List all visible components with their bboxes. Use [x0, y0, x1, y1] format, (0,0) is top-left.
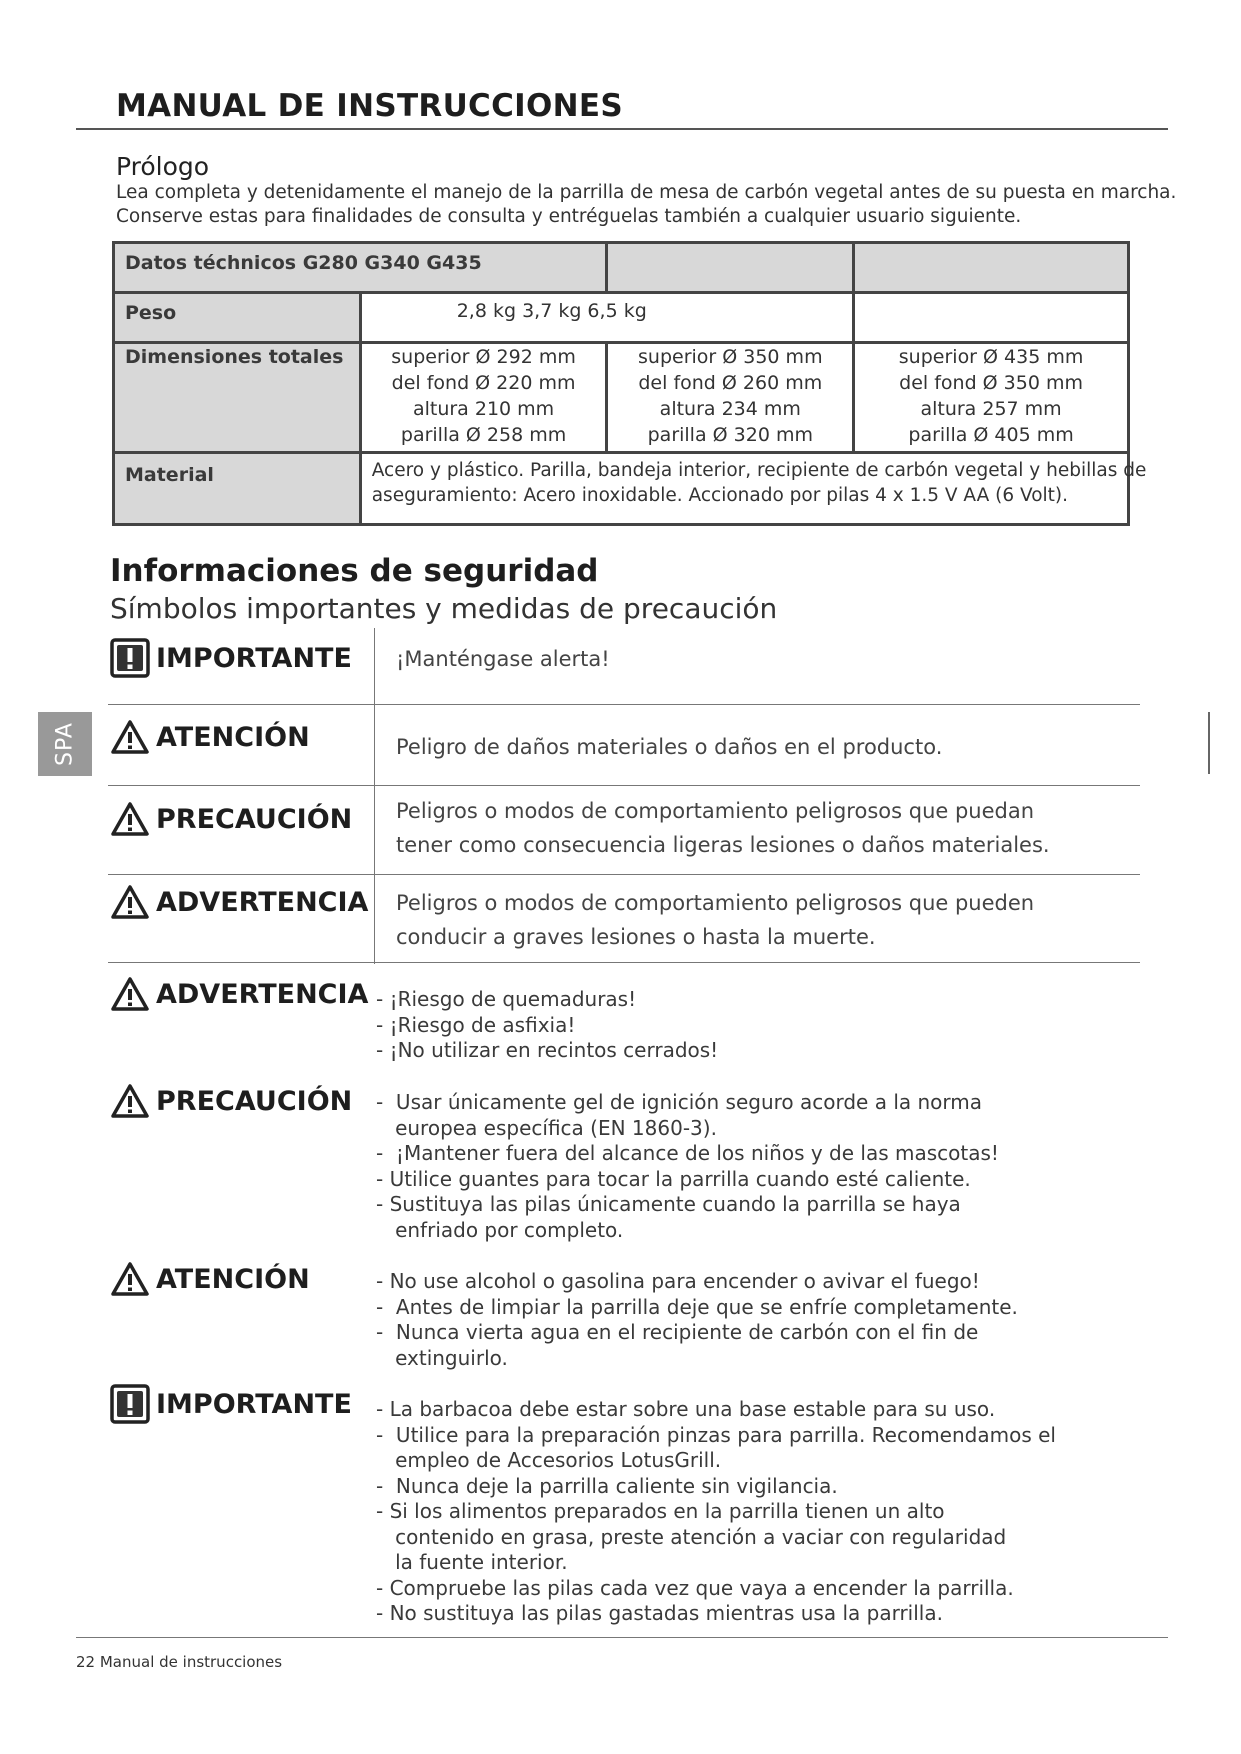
exclamation-box-icon [110, 638, 150, 678]
list-item: - Nunca deje la parrilla caliente sin vigilancia. [376, 1473, 838, 1498]
list-item: enfriado por completo. [376, 1217, 624, 1242]
list-item: - La barbacoa debe estar sobre una base estable para su uso. [376, 1397, 996, 1421]
symbol-desc: Peligro de daños materiales o daños en el producto. [396, 735, 943, 759]
warning-list [376, 1090, 999, 1243]
list-item: europea específica (EN 1860-3). [376, 1115, 717, 1140]
prologue-heading: Prólogo [116, 152, 210, 181]
warning-triangle-icon [110, 1261, 150, 1297]
margin-marker [1208, 712, 1210, 774]
warning-triangle-icon [110, 976, 150, 1012]
tech-table-header-cell [854, 243, 1129, 293]
warning-list [376, 987, 718, 1064]
list-item: - Nunca vierta agua en el recipiente de carbón con el fin de [376, 1320, 979, 1344]
weight-empty-cell [854, 293, 1129, 343]
warning-triangle-icon [110, 1083, 150, 1119]
warning-advertencia: ADVERTENCIA [110, 976, 368, 1012]
tech-table-header: Datos téchnicos G280 G340 G435 [114, 243, 607, 293]
list-item: - ¡Mantener fuera del alcance de los niños y de las mascotas! [376, 1141, 999, 1165]
list-item: - Si los alimentos preparados en la parrilla tienen un alto [376, 1499, 945, 1523]
tech-data-table [112, 241, 1147, 526]
list-item: - Sustituya las pilas únicamente cuando la parrilla se haya [376, 1192, 961, 1216]
safety-subheading: Símbolos importantes y medidas de precaución [110, 592, 778, 625]
row-divider [108, 874, 1140, 875]
title-divider [76, 128, 1168, 130]
exclamation-box-icon [110, 1384, 150, 1424]
warning-triangle-icon [110, 884, 150, 920]
list-item: - ¡Riesgo de quemaduras! [376, 987, 637, 1011]
material-value: Acero y plástico. Parilla, bandeja interior, recipiente de carbón vegetal y hebillas de aseguramiento: Acero inoxidable. Accionado por pilas 4 x 1.5 V AA (6 Volt). [360, 453, 1128, 525]
tech-table-header-cell [607, 243, 854, 293]
row-divider [108, 704, 1140, 705]
warning-triangle-icon [110, 801, 150, 837]
list-item: - Usar únicamente gel de ignición seguro acorde a la norma [376, 1090, 983, 1114]
weight-value: 2,8 kg 3,7 kg 6,5 kg [360, 293, 853, 343]
symbol-desc: Peligros o modos de comportamiento peligrosos que pueden conducir a graves lesiones o hasta la muerte. [396, 891, 1035, 949]
warning-importante: IMPORTANTE [110, 1384, 352, 1424]
list-item: - ¡No utilizar en recintos cerrados! [376, 1038, 719, 1062]
page-title: MANUAL DE INSTRUCCIONES [116, 88, 623, 124]
list-item: extinguirlo. [376, 1345, 508, 1370]
footer-divider [76, 1637, 1168, 1638]
prologue-line: Conserve estas para finalidades de consulta y entréguelas también a cualquier usuario siguiente. [116, 206, 1022, 227]
row-divider [108, 962, 1140, 963]
list-item: empleo de Accesorios LotusGrill. [376, 1448, 722, 1472]
safety-heading: Informaciones de seguridad [110, 553, 599, 589]
list-item: la fuente interior. [376, 1550, 568, 1574]
symbol-desc: Peligros o modos de comportamiento peligrosos que puedan tener como consecuencia ligeras lesiones o daños materiales. [396, 799, 1050, 857]
symbol-advertencia: ADVERTENCIA [110, 884, 368, 920]
language-tab [38, 712, 92, 776]
warning-triangle-icon [110, 719, 150, 755]
language-tab-label: SPA [52, 722, 78, 766]
dimensions-label: Dimensiones totales [114, 343, 361, 453]
symbols-column-divider [374, 628, 375, 964]
warning-atencion: ATENCIÓN [110, 1261, 310, 1297]
material-label: Material [114, 453, 361, 525]
dimensions-g340: superior Ø 350 mm del fond Ø 260 mm altura 234 mm parilla Ø 320 mm [607, 343, 854, 453]
prologue-line: Lea completa y detenidamente el manejo de la parrilla de mesa de carbón vegetal antes de su puesta en marcha. [116, 182, 1177, 203]
list-item: - No sustituya las pilas gastadas mientras usa la parrilla. [376, 1601, 943, 1625]
list-item: - No use alcohol o gasolina para encender o avivar el fuego! [376, 1269, 980, 1293]
symbol-atencion: ATENCIÓN [110, 719, 310, 755]
dimensions-g280: superior Ø 292 mm del fond Ø 220 mm altura 210 mm parilla Ø 258 mm [360, 343, 607, 453]
list-item: - Antes de limpiar la parrilla deje que se enfríe completamente. [376, 1294, 1018, 1319]
weight-label: Peso [114, 293, 361, 343]
row-divider [108, 785, 1140, 786]
warning-precaucion: PRECAUCIÓN [110, 1083, 352, 1119]
symbol-precaucion: PRECAUCIÓN [110, 801, 352, 837]
symbol-desc: ¡Manténgase alerta! [396, 647, 610, 671]
page-footer: 22 Manual de instrucciones [76, 1653, 283, 1671]
warning-list [376, 1269, 1018, 1371]
list-item: contenido en grasa, preste atención a vaciar con regularidad [376, 1524, 1007, 1549]
list-item: - Utilice guantes para tocar la parrilla cuando esté caliente. [376, 1166, 971, 1191]
symbol-importante: IMPORTANTE [110, 638, 352, 678]
list-item: - ¡Riesgo de asfixia! [376, 1012, 576, 1037]
list-item: - Compruebe las pilas cada vez que vaya a encender la parrilla. [376, 1575, 1014, 1600]
list-item: - Utilice para la preparación pinzas para parrilla. Recomendamos el [376, 1422, 1056, 1447]
dimensions-g435: superior Ø 435 mm del fond Ø 350 mm altura 257 mm parilla Ø 405 mm [854, 343, 1129, 453]
warning-list [376, 1397, 1056, 1627]
